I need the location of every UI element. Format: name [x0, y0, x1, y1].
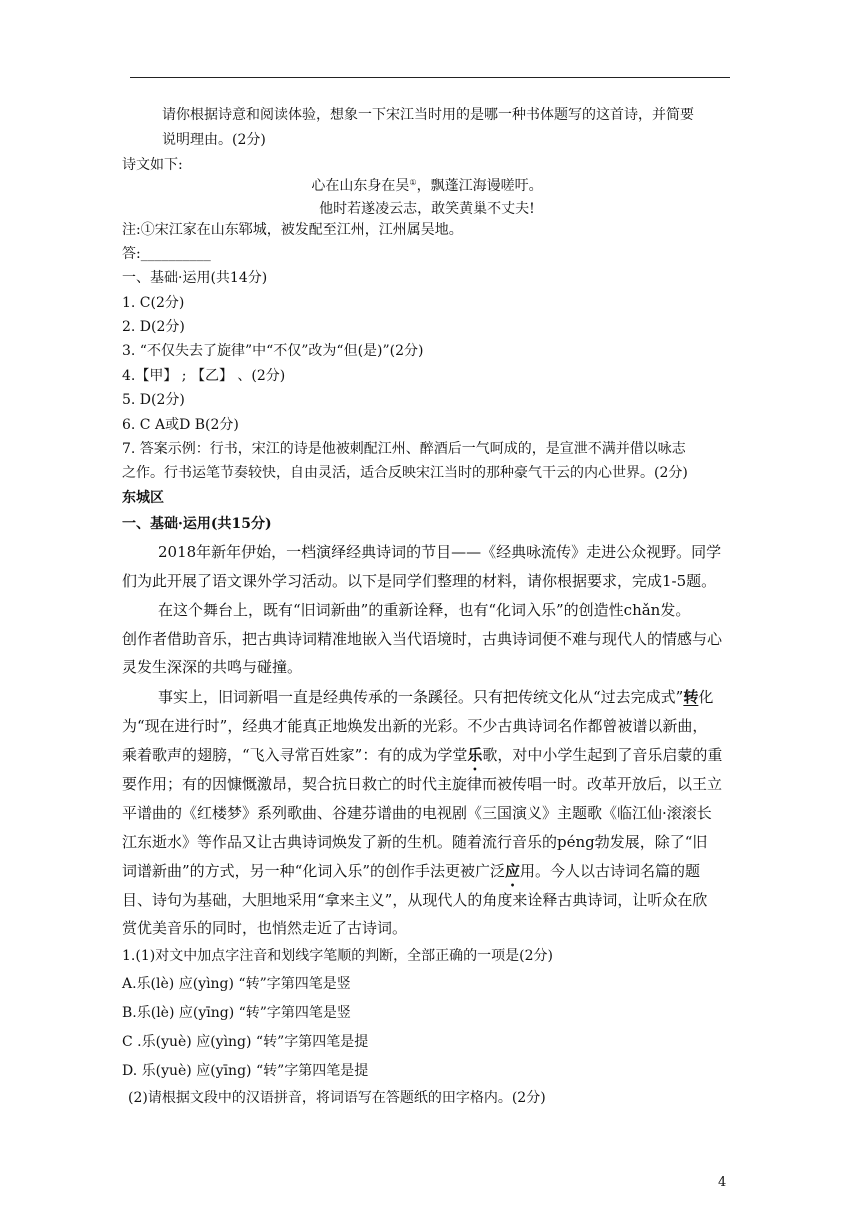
section-heading: 一、基础·运用(共15分) [122, 516, 272, 532]
para3-line-8: 目、诗句为基础，大胆地采用“拿来主义”，从现代人的角度来诠释古典诗词，让听众在欣 [122, 891, 708, 909]
answers-heading: 一、基础·运用(共14分) [122, 270, 268, 286]
para3-line-7b: 用。今人以古诗词名篇的题 [520, 862, 701, 880]
para2-line-1: 在这个舞台上，既有“旧词新曲”的重新诠释，也有“化词入乐”的创造性chǎn发。 [158, 601, 691, 619]
para2-line-2: 创作者借助音乐，把古典诗词精准地嵌入当代语境时，古典诗词便不难与现代人的情感与心 [122, 630, 723, 648]
poem-label: 诗文如下: [122, 157, 183, 173]
para3-line-2: 为“现在进行时”，经典才能真正地焕发出新的光彩。不少古典诗词名作都曾被谱以新曲， [122, 717, 708, 735]
answer-7-line-1: 7. 答案示例：行书，宋江的诗是他被刺配江州、醉酒后一气呵成的，是宣泄不满并借以咏志 [122, 441, 686, 457]
poem-line-1b: ，飘蓬江海谩嗟吁。 [416, 178, 543, 194]
para1-line-2: 们为此开展了语文课外学习活动。以下是同学们整理的材料，请你根据要求，完成1-5题。 [122, 572, 717, 590]
district-heading: 东城区 [122, 490, 164, 506]
option-d: D. 乐(yuè) 应(yīng) “转”字第四笔是提 [122, 1063, 369, 1079]
question-1: 1.(1)对文中加点字注音和划线字笔顺的判断，全部正确的一项是(2分) [122, 948, 554, 964]
answer-5: 5. D(2分) [122, 392, 185, 408]
option-c: C .乐(yuè) 应(yìng) “转”字第四笔是提 [122, 1034, 369, 1050]
poem-line-2: 他时若遂凌云志，敢笑黄巢不丈夫! [319, 201, 535, 217]
dotted-char-le: 乐 [467, 746, 483, 764]
answer-4: 4.【甲】 ; 【乙】 、(2分) [122, 368, 286, 384]
para3-line-4: 要作用；有的因慷慨激昂，契合抗日救亡的时代主旋律而被传唱一时。改革开放后，以王立 [122, 775, 723, 793]
para3-line-7a: 词谱新曲”的方式，另一种“化词入乐”的创作手法更被广泛 [122, 862, 506, 880]
para2-line-3: 灵发生深深的共鸣与碰撞。 [122, 658, 303, 676]
para3-line-7 [122, 861, 700, 890]
answer-2: 2. D(2分) [122, 319, 185, 335]
answer-blank: 答:__________ [122, 246, 211, 262]
poem-note: 注:①宋江家在山东郓城，被发配至江州，江州属吴地。 [122, 222, 463, 238]
underlined-char-zhuan: 转 [683, 688, 699, 706]
para3-line-1a: 事实上，旧词新唱一直是经典传承的一条蹊径。只有把传统文化从“过去完成式” [158, 688, 684, 706]
header-rule [130, 77, 730, 78]
poem-line-1a: 心在山东身在吴 [311, 178, 410, 194]
para3-line-3 [122, 745, 722, 774]
option-a: A.乐(lè) 应(yìng) “转”字第四笔是竖 [122, 976, 351, 992]
question-1-2: (2)请根据文段中的汉语拼音，将词语写在答题纸的田字格内。(2分) [128, 1090, 546, 1106]
para3-line-1 [158, 687, 713, 707]
para3-line-3b: 歌，对中小学生起到了音乐启蒙的重 [482, 746, 723, 764]
para3-line-1b: 化 [698, 688, 714, 706]
answer-7-line-2: 之作。行书运笔节奏较快，自由灵活，适合反映宋江当时的那种豪气干云的内心世界。(2分) [122, 465, 688, 481]
dotted-char-ying: 应 [505, 862, 521, 880]
para3-line-5: 平谱曲的《红楼梦》系列歌曲、谷建芬谱曲的电视剧《三国演义》主题歌《临江仙·滚滚长 [122, 804, 712, 822]
poem-note-mark: ① [409, 178, 417, 187]
page-number: 4 [718, 1175, 727, 1190]
answer-3: 3. “不仅失去了旋律”中“不仅”改为“但(是)”(2分) [122, 343, 424, 359]
para3-line-3a: 乘着歌声的翅膀，“飞入寻常百姓家”：有的成为学堂 [122, 746, 468, 764]
poem-line-1 [122, 176, 732, 196]
prompt-line-1: 请你根据诗意和阅读体验，想象一下宋江当时用的是哪一种书体题写的这首诗，并简要 [162, 107, 694, 123]
para1-line-1: 2018年新年伊始，一档演绎经典诗词的节目——《经典咏流传》走进公众视野。同学 [158, 543, 722, 561]
para3-line-9: 赏优美音乐的同时，也悄然走近了古诗词。 [122, 919, 408, 937]
option-b: B.乐(lè) 应(yīng) “转”字第四笔是竖 [122, 1005, 351, 1021]
answer-1: 1. C(2分) [122, 295, 185, 311]
answer-6: 6. C A或D B(2分) [122, 417, 239, 433]
para3-line-6: 江东逝水》等作品又让古典诗词焕发了新的生机。随着流行音乐的péng勃发展，除了“旧 [122, 833, 708, 851]
prompt-line-2: 说明理由。(2分) [162, 132, 266, 148]
